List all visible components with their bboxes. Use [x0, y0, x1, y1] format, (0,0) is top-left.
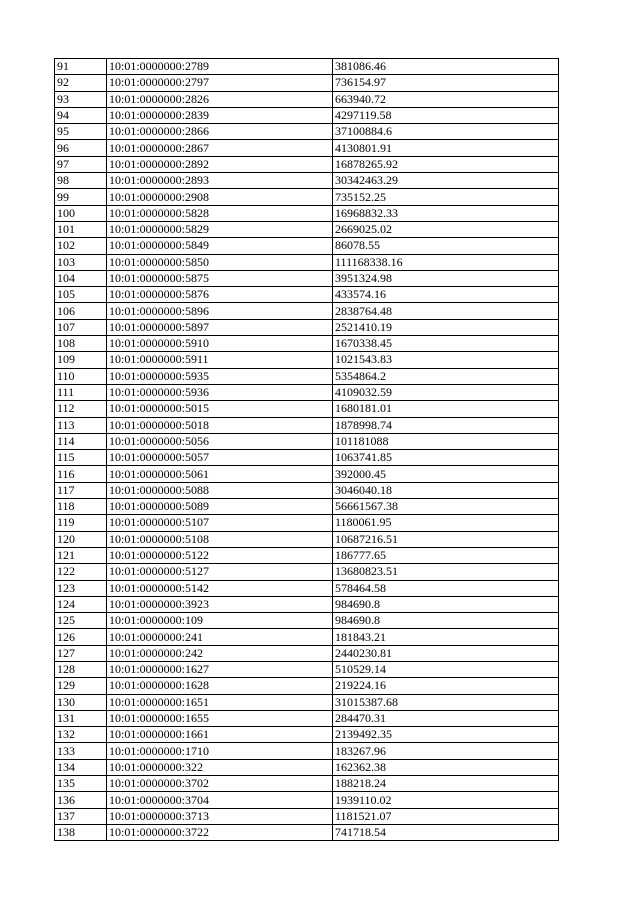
table-row	[55, 124, 559, 140]
cadastral-number-cell: 10:01:0000000:2893	[107, 173, 333, 189]
value-cell: 219224.16	[333, 678, 559, 694]
value-cell: 111168338.16	[333, 254, 559, 270]
table-row	[55, 776, 559, 792]
table-row	[55, 221, 559, 237]
row-number-cell: 138	[55, 824, 107, 840]
table-row	[55, 694, 559, 710]
row-number-cell: 121	[55, 547, 107, 563]
value-cell: 186777.65	[333, 547, 559, 563]
table-row	[55, 205, 559, 221]
row-number-cell: 137	[55, 808, 107, 824]
table-row	[55, 417, 559, 433]
row-number-cell: 98	[55, 173, 107, 189]
row-number-cell: 109	[55, 352, 107, 368]
row-number-cell: 126	[55, 629, 107, 645]
row-number-cell: 128	[55, 661, 107, 677]
cadastral-number-cell: 10:01:0000000:5089	[107, 499, 333, 515]
row-number-cell: 134	[55, 759, 107, 775]
table-row	[55, 140, 559, 156]
row-number-cell: 102	[55, 238, 107, 254]
table-row	[55, 270, 559, 286]
table-row	[55, 629, 559, 645]
value-cell: 741718.54	[333, 824, 559, 840]
cadastral-number-cell: 10:01:0000000:5127	[107, 564, 333, 580]
row-number-cell: 131	[55, 710, 107, 726]
cadastral-number-cell: 10:01:0000000:5107	[107, 515, 333, 531]
row-number-cell: 124	[55, 596, 107, 612]
cadastral-number-cell: 10:01:0000000:2839	[107, 107, 333, 123]
value-cell: 433574.16	[333, 287, 559, 303]
cadastral-number-cell: 10:01:0000000:5056	[107, 433, 333, 449]
cadastral-number-cell: 10:01:0000000:2892	[107, 156, 333, 172]
cadastral-number-cell: 10:01:0000000:5896	[107, 303, 333, 319]
value-cell: 381086.46	[333, 59, 559, 75]
value-cell: 392000.45	[333, 466, 559, 482]
value-cell: 16968832.33	[333, 205, 559, 221]
cadastral-number-cell: 10:01:0000000:5875	[107, 270, 333, 286]
value-cell: 1670338.45	[333, 336, 559, 352]
value-cell: 510529.14	[333, 661, 559, 677]
row-number-cell: 96	[55, 140, 107, 156]
cadastral-number-cell: 10:01:0000000:241	[107, 629, 333, 645]
cadastral-number-cell: 10:01:0000000:1627	[107, 661, 333, 677]
row-number-cell: 108	[55, 336, 107, 352]
cadastral-number-cell: 10:01:0000000:1661	[107, 727, 333, 743]
table-row	[55, 645, 559, 661]
cadastral-number-cell: 10:01:0000000:5108	[107, 531, 333, 547]
value-cell: 101181088	[333, 433, 559, 449]
cadastral-number-cell: 10:01:0000000:5829	[107, 221, 333, 237]
value-cell: 578464.58	[333, 580, 559, 596]
table-row	[55, 368, 559, 384]
value-cell: 10687216.51	[333, 531, 559, 547]
table-row	[55, 515, 559, 531]
value-cell: 1021543.83	[333, 352, 559, 368]
cadastral-number-cell: 10:01:0000000:2867	[107, 140, 333, 156]
row-number-cell: 135	[55, 776, 107, 792]
value-cell: 1180061.95	[333, 515, 559, 531]
cadastral-number-cell: 10:01:0000000:3722	[107, 824, 333, 840]
row-number-cell: 106	[55, 303, 107, 319]
cadastral-number-cell: 10:01:0000000:5876	[107, 287, 333, 303]
value-cell: 2440230.81	[333, 645, 559, 661]
value-cell: 1680181.01	[333, 401, 559, 417]
value-cell: 1063741.85	[333, 450, 559, 466]
row-number-cell: 123	[55, 580, 107, 596]
value-cell: 4109032.59	[333, 384, 559, 400]
value-cell: 181843.21	[333, 629, 559, 645]
cadastral-number-cell: 10:01:0000000:5936	[107, 384, 333, 400]
value-cell: 31015387.68	[333, 694, 559, 710]
cadastral-number-cell: 10:01:0000000:2866	[107, 124, 333, 140]
value-cell: 13680823.51	[333, 564, 559, 580]
value-cell: 3046040.18	[333, 482, 559, 498]
value-cell: 86078.55	[333, 238, 559, 254]
row-number-cell: 105	[55, 287, 107, 303]
table-row	[55, 352, 559, 368]
cadastral-number-cell: 10:01:0000000:322	[107, 759, 333, 775]
value-cell: 2838764.48	[333, 303, 559, 319]
cadastral-number-cell: 10:01:0000000:5142	[107, 580, 333, 596]
cadastral-number-cell: 10:01:0000000:3704	[107, 792, 333, 808]
cadastral-number-cell: 10:01:0000000:2797	[107, 75, 333, 91]
row-number-cell: 114	[55, 433, 107, 449]
value-cell: 735152.25	[333, 189, 559, 205]
cadastral-number-cell: 10:01:0000000:1710	[107, 743, 333, 759]
cadastral-number-cell: 10:01:0000000:1628	[107, 678, 333, 694]
table-row	[55, 91, 559, 107]
row-number-cell: 103	[55, 254, 107, 270]
row-number-cell: 93	[55, 91, 107, 107]
cadastral-number-cell: 10:01:0000000:2789	[107, 59, 333, 75]
row-number-cell: 91	[55, 59, 107, 75]
value-cell: 4130801.91	[333, 140, 559, 156]
row-number-cell: 97	[55, 156, 107, 172]
row-number-cell: 94	[55, 107, 107, 123]
cadastral-number-cell: 10:01:0000000:1651	[107, 694, 333, 710]
table-row	[55, 173, 559, 189]
table-row	[55, 303, 559, 319]
table-row	[55, 59, 559, 75]
cadastral-number-cell: 10:01:0000000:2826	[107, 91, 333, 107]
cadastral-number-cell: 10:01:0000000:5910	[107, 336, 333, 352]
row-number-cell: 136	[55, 792, 107, 808]
table-row	[55, 824, 559, 840]
row-number-cell: 132	[55, 727, 107, 743]
table-row	[55, 759, 559, 775]
row-number-cell: 115	[55, 450, 107, 466]
table-row	[55, 792, 559, 808]
cadastral-number-cell: 10:01:0000000:5911	[107, 352, 333, 368]
data-table	[54, 58, 559, 841]
table-row	[55, 156, 559, 172]
value-cell: 162362.38	[333, 759, 559, 775]
value-cell: 284470.31	[333, 710, 559, 726]
row-number-cell: 120	[55, 531, 107, 547]
value-cell: 1939110.02	[333, 792, 559, 808]
table-body	[55, 59, 559, 841]
table-row	[55, 336, 559, 352]
value-cell: 4297119.58	[333, 107, 559, 123]
table-row	[55, 466, 559, 482]
cadastral-number-cell: 10:01:0000000:5850	[107, 254, 333, 270]
table-row	[55, 678, 559, 694]
table-row	[55, 401, 559, 417]
row-number-cell: 118	[55, 499, 107, 515]
cadastral-number-cell: 10:01:0000000:1655	[107, 710, 333, 726]
cadastral-number-cell: 10:01:0000000:5015	[107, 401, 333, 417]
value-cell: 1878998.74	[333, 417, 559, 433]
cadastral-number-cell: 10:01:0000000:3713	[107, 808, 333, 824]
row-number-cell: 130	[55, 694, 107, 710]
row-number-cell: 113	[55, 417, 107, 433]
row-number-cell: 119	[55, 515, 107, 531]
cadastral-number-cell: 10:01:0000000:5122	[107, 547, 333, 563]
row-number-cell: 107	[55, 319, 107, 335]
value-cell: 2139492.35	[333, 727, 559, 743]
table-row	[55, 564, 559, 580]
table-row	[55, 107, 559, 123]
table-row	[55, 727, 559, 743]
table-row	[55, 450, 559, 466]
row-number-cell: 122	[55, 564, 107, 580]
table-row	[55, 189, 559, 205]
value-cell: 2521410.19	[333, 319, 559, 335]
row-number-cell: 116	[55, 466, 107, 482]
value-cell: 984690.8	[333, 613, 559, 629]
value-cell: 183267.96	[333, 743, 559, 759]
row-number-cell: 129	[55, 678, 107, 694]
value-cell: 736154.97	[333, 75, 559, 91]
value-cell: 5354864.2	[333, 368, 559, 384]
row-number-cell: 111	[55, 384, 107, 400]
value-cell: 984690.8	[333, 596, 559, 612]
table-row	[55, 547, 559, 563]
table-row	[55, 596, 559, 612]
table-row	[55, 499, 559, 515]
row-number-cell: 117	[55, 482, 107, 498]
table-row	[55, 743, 559, 759]
row-number-cell: 112	[55, 401, 107, 417]
table-row	[55, 254, 559, 270]
cadastral-number-cell: 10:01:0000000:5057	[107, 450, 333, 466]
cadastral-number-cell: 10:01:0000000:5849	[107, 238, 333, 254]
table-row	[55, 482, 559, 498]
cadastral-number-cell: 10:01:0000000:5935	[107, 368, 333, 384]
table-row	[55, 613, 559, 629]
value-cell: 16878265.92	[333, 156, 559, 172]
value-cell: 188218.24	[333, 776, 559, 792]
table-row	[55, 710, 559, 726]
value-cell: 56661567.38	[333, 499, 559, 515]
cadastral-number-cell: 10:01:0000000:242	[107, 645, 333, 661]
row-number-cell: 125	[55, 613, 107, 629]
row-number-cell: 95	[55, 124, 107, 140]
row-number-cell: 101	[55, 221, 107, 237]
row-number-cell: 100	[55, 205, 107, 221]
row-number-cell: 92	[55, 75, 107, 91]
row-number-cell: 104	[55, 270, 107, 286]
cadastral-number-cell: 10:01:0000000:5828	[107, 205, 333, 221]
cadastral-number-cell: 10:01:0000000:5061	[107, 466, 333, 482]
value-cell: 37100884.6	[333, 124, 559, 140]
table-row	[55, 384, 559, 400]
row-number-cell: 99	[55, 189, 107, 205]
cadastral-number-cell: 10:01:0000000:5897	[107, 319, 333, 335]
cadastral-number-cell: 10:01:0000000:109	[107, 613, 333, 629]
cadastral-number-cell: 10:01:0000000:2908	[107, 189, 333, 205]
row-number-cell: 133	[55, 743, 107, 759]
value-cell: 3951324.98	[333, 270, 559, 286]
table-row	[55, 287, 559, 303]
row-number-cell: 110	[55, 368, 107, 384]
table-row	[55, 531, 559, 547]
table-row	[55, 238, 559, 254]
table-row	[55, 808, 559, 824]
table-row	[55, 433, 559, 449]
cadastral-number-cell: 10:01:0000000:5018	[107, 417, 333, 433]
table-row	[55, 319, 559, 335]
value-cell: 1181521.07	[333, 808, 559, 824]
value-cell: 30342463.29	[333, 173, 559, 189]
value-cell: 2669025.02	[333, 221, 559, 237]
row-number-cell: 127	[55, 645, 107, 661]
cadastral-number-cell: 10:01:0000000:5088	[107, 482, 333, 498]
table-row	[55, 75, 559, 91]
table-row	[55, 580, 559, 596]
value-cell: 663940.72	[333, 91, 559, 107]
cadastral-number-cell: 10:01:0000000:3702	[107, 776, 333, 792]
table-row	[55, 661, 559, 677]
cadastral-number-cell: 10:01:0000000:3923	[107, 596, 333, 612]
